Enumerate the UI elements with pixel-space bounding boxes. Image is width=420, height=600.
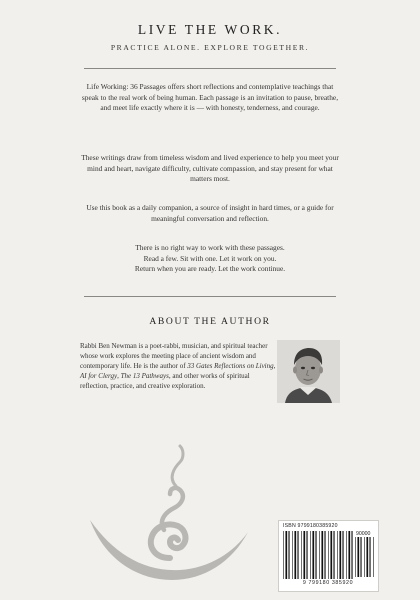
description-paragraph-3: Use this book as a daily companion, a source of insight in hard times, or a guide for meaningful conversation and reflection.: [86, 203, 334, 223]
book-title-2: AI for Clergy: [80, 371, 118, 380]
bio-start: Rabbi Ben Newman is a poet-rabbi, musician, and spiritual teacher whose work explores the meeting place of ancient wisdom and contemporary life. He is the author of: [80, 342, 268, 370]
barcode-stripe: [288, 531, 289, 579]
cover-title: LIVE THE WORK.: [137, 22, 283, 37]
book-title-3: The 13 Pathways: [120, 371, 169, 380]
barcode-stripe: [285, 531, 287, 579]
barcode-stripe: [312, 531, 314, 579]
top-divider: [84, 68, 336, 69]
brush-stroke-drawing: [84, 440, 254, 590]
barcode-stripe: [319, 531, 320, 579]
barcode-stripe: [342, 531, 343, 579]
barcode-stripe: [310, 531, 311, 579]
barcode-stripe: [283, 531, 284, 579]
barcode-stripe: [351, 531, 352, 579]
bio-separator-1: ,: [273, 361, 276, 370]
barcode-stripe: [366, 537, 368, 577]
paragraph-4-line-3: Return when you are ready. Let the work continue.: [134, 264, 286, 274]
barcode-stripe: [348, 531, 350, 579]
cover-subtitle: PRACTICE ALONE. EXPLORE TOGETHER.: [110, 43, 310, 52]
brush-stroke-logo-icon: [84, 440, 254, 590]
barcode-stripe: [373, 537, 374, 577]
barcode-stripe: [306, 531, 307, 579]
barcode-stripe: [303, 531, 305, 579]
book-title-1: 33 Gates Reflections on Living: [187, 361, 274, 370]
barcode-stripe: [301, 531, 302, 579]
about-author-heading: ABOUT THE AUTHOR: [149, 316, 271, 327]
barcode-stripe: [315, 531, 316, 579]
description-paragraph-1: Life Working: 36 Passages offers short reflections and contemplative teachings that speak to the real work of being human. Each passage is an invitation to pause, breathe, and meet life exactly where it is — with honesty, tenderness, and courage.: [81, 82, 339, 113]
description-paragraph-2: These writings draw from timeless wisdom and lived experience to help you meet your mind and heart, navigate difficulty, cultivate compassion, and stay present for what matters most.: [81, 153, 339, 184]
barcode-stripe: [360, 537, 361, 577]
description-paragraph-4: [80, 243, 340, 275]
bio-end: , and other works of spiritual reflection, practice, and creative exploration.: [80, 371, 250, 390]
barcode-stripe: [346, 531, 347, 579]
isbn-label: ISBN 9799180385920: [283, 523, 338, 529]
isbn-digits: 9 799180 385920: [302, 580, 354, 586]
price-code: 90000: [356, 531, 371, 537]
barcode-stripe: [337, 531, 338, 579]
barcode-stripe: [330, 531, 332, 579]
author-portrait-photo: [277, 340, 340, 403]
bio-separator-2: ,: [117, 371, 121, 380]
author-bio: [80, 342, 276, 392]
isbn-barcode: [283, 531, 353, 579]
paragraph-4-line-1: There is no right way to work with these passages.: [135, 243, 285, 252]
portrait-drawing: [277, 340, 340, 403]
barcode-stripe: [324, 531, 325, 579]
barcode-stripe: [294, 531, 296, 579]
paragraph-4-line-2: Read a few. Sit with one. Let it work on you.: [143, 253, 277, 263]
barcode-stripe: [333, 531, 334, 579]
barcode-stripe: [297, 531, 298, 579]
barcode-stripe: [369, 537, 370, 577]
barcode-stripe: [328, 531, 329, 579]
barcode-stripe: [355, 537, 356, 577]
middle-divider: [84, 296, 336, 297]
barcode-stripe: [339, 531, 341, 579]
barcode-stripe: [364, 537, 365, 577]
barcode-stripe: [292, 531, 293, 579]
barcode-stripe: [357, 537, 359, 577]
barcode-stripe: [321, 531, 323, 579]
price-barcode: [355, 537, 375, 579]
